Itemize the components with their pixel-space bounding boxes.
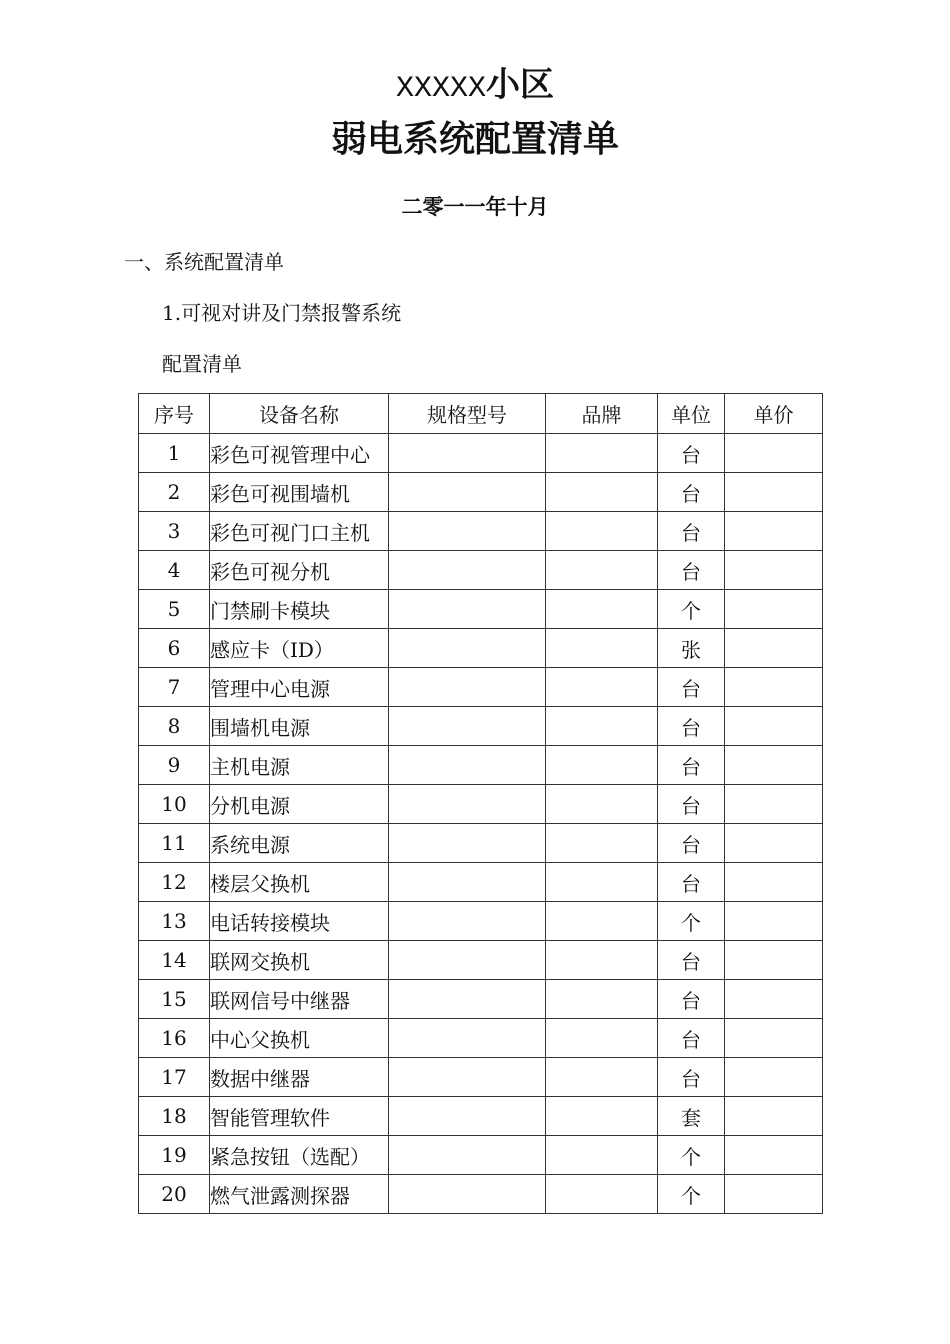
cell-brand <box>546 824 658 863</box>
cell-name: 中心父换机 <box>210 1019 389 1058</box>
document-subtitle: 弱电系统配置清单 <box>330 119 619 160</box>
cell-brand <box>546 1058 658 1097</box>
cell-no: 7 <box>139 668 210 707</box>
cell-unit: 台 <box>658 473 725 512</box>
cell-unit: 台 <box>658 824 725 863</box>
cell-unit: 台 <box>658 980 725 1019</box>
cell-price <box>725 863 823 902</box>
cell-no: 13 <box>139 902 210 941</box>
cell-no: 12 <box>139 863 210 902</box>
cell-price <box>725 902 823 941</box>
cell-brand <box>546 473 658 512</box>
cell-no: 5 <box>139 590 210 629</box>
cell-spec <box>389 629 546 668</box>
table-row <box>139 512 823 551</box>
cell-price <box>725 512 823 551</box>
cell-price <box>725 707 823 746</box>
cell-unit: 个 <box>658 1136 725 1175</box>
cell-price <box>725 590 823 629</box>
title-prefix: XXXXX <box>395 72 486 106</box>
cell-unit: 张 <box>658 629 725 668</box>
cell-brand <box>546 668 658 707</box>
cell-unit: 个 <box>658 1175 725 1214</box>
cell-unit: 套 <box>658 1097 725 1136</box>
cell-spec <box>389 590 546 629</box>
cell-spec <box>389 473 546 512</box>
cell-spec <box>389 746 546 785</box>
cell-spec <box>389 902 546 941</box>
cell-price <box>725 434 823 473</box>
cell-unit: 台 <box>658 512 725 551</box>
cell-price <box>725 473 823 512</box>
cell-brand <box>546 746 658 785</box>
cell-unit: 台 <box>658 668 725 707</box>
cell-spec <box>389 512 546 551</box>
cell-spec <box>389 863 546 902</box>
cell-no: 16 <box>139 1019 210 1058</box>
cell-name: 智能管理软件 <box>210 1097 389 1136</box>
cell-spec <box>389 980 546 1019</box>
cell-spec <box>389 1019 546 1058</box>
document-date: 二零一一年十月 <box>401 195 549 219</box>
cell-price <box>725 785 823 824</box>
cell-brand <box>546 590 658 629</box>
cell-unit: 台 <box>658 1019 725 1058</box>
table-row <box>139 980 823 1019</box>
cell-name: 系统电源 <box>210 824 389 863</box>
table-row <box>139 1136 823 1175</box>
cell-no: 6 <box>139 629 210 668</box>
header-spec: 规格型号 <box>389 394 546 434</box>
cell-name: 管理中心电源 <box>210 668 389 707</box>
cell-name: 感应卡（ID） <box>210 629 389 668</box>
table-row <box>139 629 823 668</box>
cell-name: 联网信号中继器 <box>210 980 389 1019</box>
cell-price <box>725 824 823 863</box>
cell-spec <box>389 1097 546 1136</box>
cell-price <box>725 746 823 785</box>
cell-spec <box>389 551 546 590</box>
cell-unit: 台 <box>658 941 725 980</box>
cell-brand <box>546 1097 658 1136</box>
cell-unit: 台 <box>658 785 725 824</box>
table-row <box>139 707 823 746</box>
cell-no: 9 <box>139 746 210 785</box>
cell-name: 彩色可视门口主机 <box>210 512 389 551</box>
cell-no: 8 <box>139 707 210 746</box>
list-label: 配置清单 <box>162 352 242 376</box>
cell-price <box>725 629 823 668</box>
table-row <box>139 1097 823 1136</box>
cell-price <box>725 1019 823 1058</box>
title-suffix: 小区 <box>486 65 554 105</box>
cell-unit: 台 <box>658 707 725 746</box>
cell-name: 围墙机电源 <box>210 707 389 746</box>
cell-brand <box>546 941 658 980</box>
cell-price <box>725 1058 823 1097</box>
cell-name: 数据中继器 <box>210 1058 389 1097</box>
table-row <box>139 785 823 824</box>
cell-brand <box>546 707 658 746</box>
table-row <box>139 590 823 629</box>
cell-brand <box>546 785 658 824</box>
cell-name: 燃气泄露测探器 <box>210 1175 389 1214</box>
cell-price <box>725 668 823 707</box>
cell-no: 17 <box>139 1058 210 1097</box>
header-price: 单价 <box>725 394 823 434</box>
header-no: 序号 <box>139 394 210 434</box>
cell-no: 18 <box>139 1097 210 1136</box>
header-unit: 单位 <box>658 394 725 434</box>
table-row <box>139 941 823 980</box>
cell-brand <box>546 1136 658 1175</box>
cell-brand <box>546 512 658 551</box>
cell-name: 彩色可视管理中心 <box>210 434 389 473</box>
cell-brand <box>546 1019 658 1058</box>
cell-spec <box>389 824 546 863</box>
cell-no: 11 <box>139 824 210 863</box>
cell-name: 楼层父换机 <box>210 863 389 902</box>
cell-price <box>725 1136 823 1175</box>
cell-brand <box>546 1175 658 1214</box>
cell-unit: 个 <box>658 902 725 941</box>
cell-price <box>725 1097 823 1136</box>
cell-brand <box>546 902 658 941</box>
cell-name: 门禁刷卡模块 <box>210 590 389 629</box>
cell-unit: 台 <box>658 1058 725 1097</box>
cell-name: 主机电源 <box>210 746 389 785</box>
cell-no: 20 <box>139 1175 210 1214</box>
cell-unit: 个 <box>658 590 725 629</box>
cell-no: 3 <box>139 512 210 551</box>
cell-no: 2 <box>139 473 210 512</box>
cell-unit: 台 <box>658 746 725 785</box>
cell-name: 彩色可视分机 <box>210 551 389 590</box>
cell-brand <box>546 863 658 902</box>
table-row <box>139 1019 823 1058</box>
config-table <box>138 393 823 1214</box>
section-heading: 一、系统配置清单 <box>124 250 284 274</box>
table-row <box>139 863 823 902</box>
table-row <box>139 746 823 785</box>
cell-unit: 台 <box>658 863 725 902</box>
table-row <box>139 1058 823 1097</box>
table-row <box>139 824 823 863</box>
cell-spec <box>389 1058 546 1097</box>
table-row <box>139 434 823 473</box>
header-name: 设备名称 <box>210 394 389 434</box>
header-brand: 品牌 <box>546 394 658 434</box>
cell-price <box>725 1175 823 1214</box>
cell-brand <box>546 434 658 473</box>
cell-spec <box>389 707 546 746</box>
cell-price <box>725 551 823 590</box>
cell-brand <box>546 551 658 590</box>
cell-price <box>725 980 823 1019</box>
table-header-row <box>139 394 823 434</box>
table-row <box>139 551 823 590</box>
cell-price <box>725 941 823 980</box>
cell-spec <box>389 785 546 824</box>
cell-unit: 台 <box>658 551 725 590</box>
cell-no: 4 <box>139 551 210 590</box>
subsection-heading: 1.可视对讲及门禁报警系统 <box>162 301 402 325</box>
cell-name: 紧急按钮（选配） <box>210 1136 389 1175</box>
cell-name: 联网交换机 <box>210 941 389 980</box>
cell-no: 15 <box>139 980 210 1019</box>
cell-no: 14 <box>139 941 210 980</box>
cell-no: 19 <box>139 1136 210 1175</box>
table-row <box>139 668 823 707</box>
cell-unit: 台 <box>658 434 725 473</box>
cell-spec <box>389 668 546 707</box>
table-row <box>139 473 823 512</box>
cell-no: 10 <box>139 785 210 824</box>
document-title <box>0 62 950 112</box>
table-row <box>139 1175 823 1214</box>
cell-spec <box>389 1136 546 1175</box>
cell-spec <box>389 434 546 473</box>
cell-name: 电话转接模块 <box>210 902 389 941</box>
cell-spec <box>389 941 546 980</box>
cell-brand <box>546 980 658 1019</box>
cell-name: 彩色可视围墙机 <box>210 473 389 512</box>
table-row <box>139 902 823 941</box>
cell-no: 1 <box>139 434 210 473</box>
cell-spec <box>389 1175 546 1214</box>
cell-brand <box>546 629 658 668</box>
cell-name: 分机电源 <box>210 785 389 824</box>
